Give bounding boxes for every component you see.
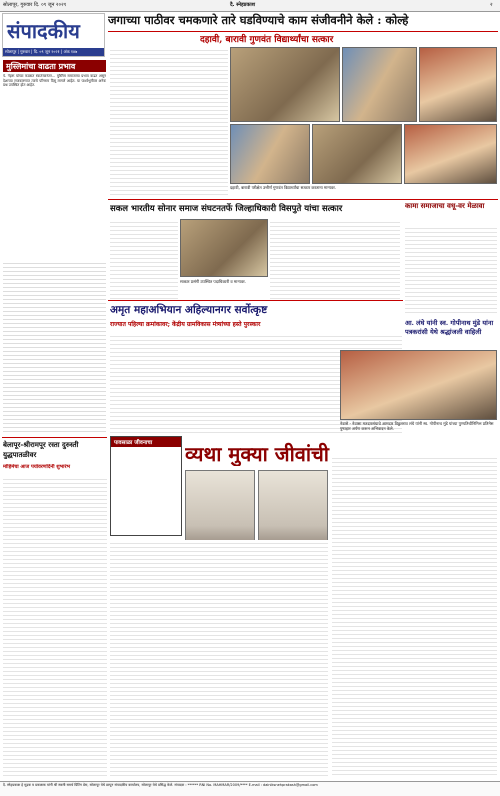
road-text [3,476,107,776]
divider [108,300,403,301]
award-photo-2 [342,47,417,122]
poem-title: पावसाळा जीवनाचा [111,437,181,447]
header-paper-name: दै. स्नेहप्रकाश [230,2,256,8]
animal-photo-1 [185,470,255,550]
photo-caption-1: दहावी, बारावी परीक्षेत उत्तीर्ण गुणवंत विद्यार्थ्यांचा सत्कार करताना मान्यवर. [230,185,337,190]
page-number: २ [490,2,493,8]
right-text-col [405,225,497,315]
imprint-footer: दै. स्नेहप्रकाश हे मुद्रक व प्रकाशक यांनी श्री स्वामी समर्थ प्रिंटिंग प्रेस, सोलापूर येथे छापून संपादकीय कार्यालय, सोलापूर येथे प्रसिद्ध केले. संपादक : ****** RNI No. MAHMAR/2009/**** E-mail : dainiksnehprakash@gmail.com [0,781,500,796]
right-headline: कामा समाजाचा वधू-वर मेळावा [405,201,485,210]
memorial-caption: नेवासे - नेवासा मतदारसंघाचे आमदार विठ्ठलराव लंघे यांनी स्व. गोपीनाथ मुंडे यांच्या पुण्यतिथीनिमित्त प्रतिमेस पुष्पहार अर्पण करून अभिवादन केले. [340,421,494,431]
header-date: सोलापूर, गुरुवार दि. ०९ जून २०२१ [3,2,67,8]
ahilya-subheadline: राज्यात पहिल्या क्रमांकावर; केंद्रीय ग्रामविकास मंत्र्यांच्या हस्ते पुरस्कार [110,321,261,328]
mid-headline: सकल भारतीय सोनार समाज संघटनतर्फे जिल्हाधिकारी विसपुते यांचा सत्कार [110,204,343,214]
award-photo-5 [312,124,402,184]
award-photo-6 [404,124,497,184]
memorial-headline: आ. लंघे यांनी स्व. गोपीनाथ मुंडे यांना पत्रकरांसी येथे श्रद्धांजली वाहिली [405,319,494,336]
mid-text-col-1 [110,219,178,299]
award-photo-4 [230,124,310,184]
masthead-title: संपादकीय [7,19,80,43]
road-headline: बेलापूर-श्रीरामपूर रस्ता दुरुस्ती युद्धपातळीवर [3,440,79,459]
page-header [0,0,500,12]
animal-photo-2 [258,470,328,550]
right-bottom-text [332,455,497,775]
editorial-body: पं. नेहरू यांच्या काळात स्वातंत्र्यानंतर... मुस्लिम समाजाचा प्रभाव वाढत असून देशाच्या राजकारणात त्याचे परिणाम दिसू लागले आहेत. या पार्श्वभूमीवर अनेक प्रश्न उपस्थित होत आहेत. [3,74,106,88]
mid-text-col-2 [270,219,400,299]
divider [108,199,498,200]
editorial-masthead [2,13,105,57]
masthead-subline: सोलापूर | गुरुवार | दि. ०९ जून २०२१ | अंक १४७ [3,48,105,56]
award-photo-1 [230,47,340,122]
ahilya-headline: अमृत महाअभियान अहिल्यानगर सर्वोत्कृष्ट [110,304,268,316]
vyatha-headline: व्यथा मुक्या जीवांची [185,442,329,466]
poem-box [110,436,182,536]
felicitation-photo [180,219,268,277]
divider [108,31,498,32]
top-subheadline: दहावी, बारावी गुणवंत विद्यार्थ्यांचा सत्कार [200,35,334,45]
vyatha-text [110,540,328,776]
top-headline: जगाच्या पाठीवर चमकणारे तारे घडविण्याचे काम संजीवनीने केले : कोल्हे [108,13,409,27]
editorial-text-block [3,260,106,435]
memorial-photo [340,350,497,420]
photo-caption-2: सत्कार प्रसंगी उपस्थित पदाधिकारी व मान्यवर. [180,279,246,284]
editorial-title: मुस्लिमांचा वाढता प्रभाव [3,60,106,72]
news-text-column [110,47,228,197]
road-subheadline: मोहिमेचा आज पर्यावरणदिनी शुभारंभ [3,464,71,470]
divider [2,437,107,438]
award-photo-3 [419,47,497,122]
